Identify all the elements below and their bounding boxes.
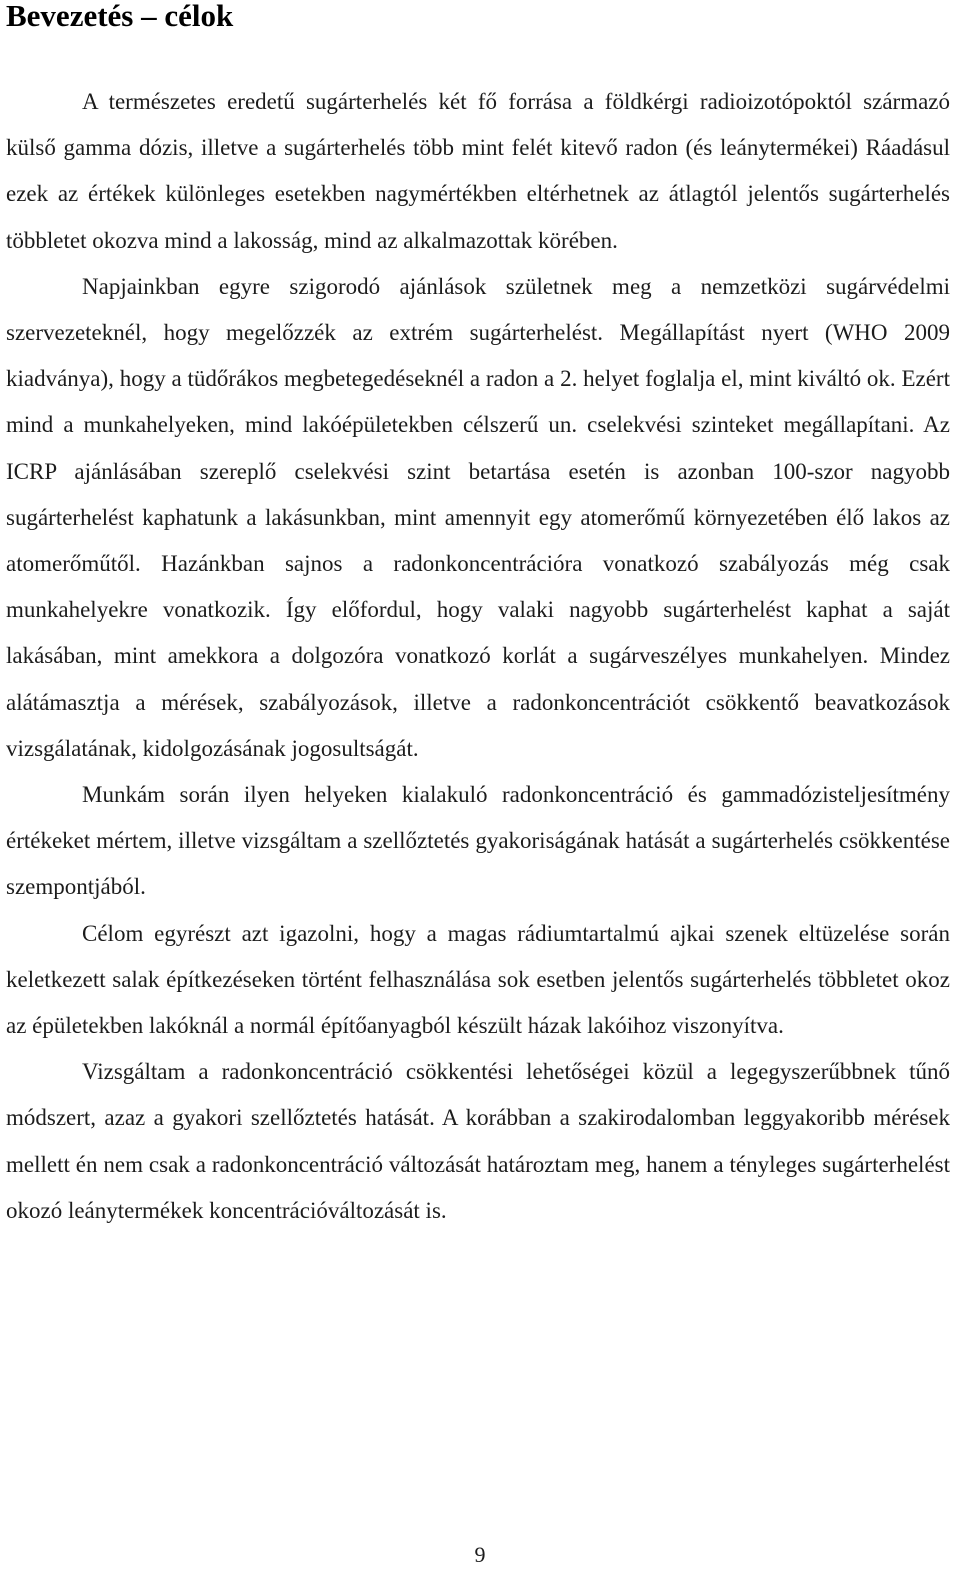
page-number: 9 bbox=[474, 1542, 486, 1567]
paragraph-ventilation-study: Vizsgáltam a radonkoncentráció csökkentési lehetőségei közül a legegyszerűbbnek tűnő módszert, azaz a gyakori szellőztetés hatását. A korábban a szakirodalomban leggyakoribb mérések mellett én nem csak a radonkoncentráció változását határoztam meg, hanem a tényleges sugárterhelést okozó leánytermékek koncentrációváltozását is. bbox=[6, 1059, 950, 1223]
paragraph-introduction: A természetes eredetű sugárterhelés két fő forrása a földkérgi radioizotópoktól származó külső gamma dózis, illetve a sugárterhelés több mint felét kitevő radon (és leánytermékei) Ráadásul ezek az értékek különleges esetekben nagymértékben eltérhetnek az átlagtól jelentős sugárterhelés többletet okozva mind a lakosság, mind az alkalmazottak körében. bbox=[6, 89, 950, 253]
paragraph-recommendations: Napjainkban egyre szigorodó ajánlások születnek meg a nemzetközi sugárvédelmi szervezeteknél, hogy megelőzzék az extrém sugárterhelést. Megállapítást nyert (WHO 2009 kiadványa), hogy a tüdőrákos megbetegedéseknél a radon a 2. helyet foglalja el, mint kiváltó ok. Ezért mind a munkahelyeken, mind lakóépületekben célszerű un. cselekvési szinteket megállapítani. Az ICRP ajánlásában szereplő cselekvési szint betartása esetén is azonban 100-szor nagyobb sugárterhelést kaphatunk a lakásunkban, mint amennyit egy atomerőmű környezetében élő lakos az atomerőműtől. Hazánkban sajnos a radonkoncentrációra vonatkozó szabályozás még csak munkahelyekre vonatkozik. Így előfordul, hogy valaki nagyobb sugárterhelést kaphat a saját lakásában, mint amekkora a dolgozóra vonatkozó korlát a sugárveszélyes munkahelyen. Mindez alátámasztja a mérések, szabályozások, illetve a radonkoncentrációt csökkentő beavatkozások vizsgálatának, kidolgozásának jogosultságát. bbox=[6, 273, 950, 761]
section-heading: Bevezetés – célok bbox=[6, 0, 234, 33]
body-text bbox=[6, 79, 950, 1234]
paragraph-goal: Célom egyrészt azt igazolni, hogy a magas rádiumtartalmú ajkai szenek eltüzelése során keletkezett salak építkezéseken történt felhasználása sok esetben jelentős sugárterhelés többletet okoz az épületekben lakóknál a normál építőanyagból készült házak lakóihoz viszonyítva. bbox=[6, 920, 950, 1039]
paragraph-my-work: Munkám során ilyen helyeken kialakuló radonkoncentráció és gammadózisteljesítmény értékeket mértem, illetve vizsgáltam a szellőztetés gyakoriságának hatását a sugárterhelés csökkentése szempontjából. bbox=[6, 782, 950, 900]
